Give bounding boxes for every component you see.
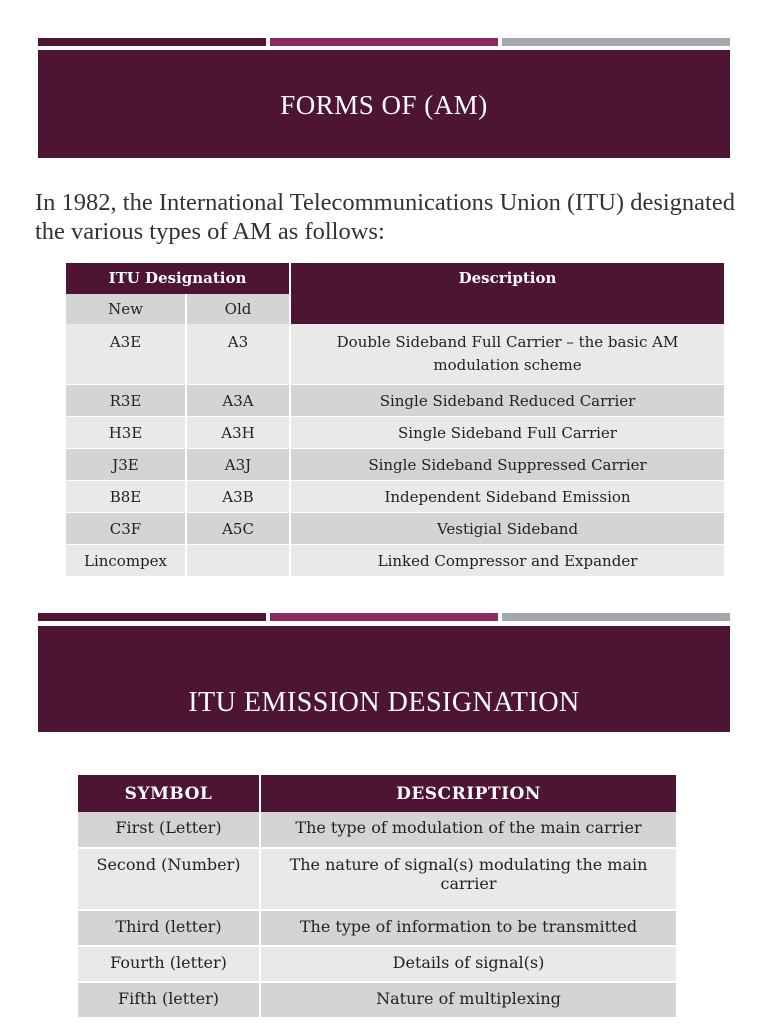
cell-description: The type of information to be transmitted: [260, 910, 676, 946]
table-row: [78, 848, 676, 910]
cell-description: Double Sideband Full Carrier – the basic AM modulation scheme: [290, 324, 724, 385]
intro-text: In 1982, the International Telecommunications Union (ITU) designated the various types of AM as follows:: [35, 189, 735, 245]
cell-new: Lincompex: [66, 545, 186, 577]
accent-strip-1: [38, 38, 266, 46]
am-forms-table: [66, 263, 724, 577]
header-new: New: [66, 294, 186, 324]
cell-old: A3J: [186, 449, 290, 481]
cell-new: J3E: [66, 449, 186, 481]
accent-strip-3: [502, 613, 730, 621]
cell-description: Details of signal(s): [260, 946, 676, 982]
table-row: [66, 385, 724, 417]
accent-strip-3: [502, 38, 730, 46]
cell-new: A3E: [66, 324, 186, 385]
header-symbol: SYMBOL: [78, 775, 260, 812]
cell-old: A3B: [186, 481, 290, 513]
cell-old: A3: [186, 324, 290, 385]
slide-title: ITU EMISSION DESIGNATION: [188, 687, 580, 718]
header-description: Description: [290, 263, 724, 324]
header-description: DESCRIPTION: [260, 775, 676, 812]
slide-title-banner: [38, 626, 730, 732]
cell-description: The nature of signal(s) modulating the main carrier: [260, 848, 676, 910]
cell-description: The type of modulation of the main carrier: [260, 812, 676, 848]
table-row: [66, 417, 724, 449]
cell-description: Independent Sideband Emission: [290, 481, 724, 513]
cell-new: H3E: [66, 417, 186, 449]
cell-description: Vestigial Sideband: [290, 513, 724, 545]
accent-strip-2: [270, 613, 498, 621]
cell-old: A5C: [186, 513, 290, 545]
cell-symbol: Fifth (letter): [78, 982, 260, 1018]
cell-symbol: Second (Number): [78, 848, 260, 910]
cell-symbol: Third (letter): [78, 910, 260, 946]
cell-new: C3F: [66, 513, 186, 545]
cell-old: A3H: [186, 417, 290, 449]
header-old: Old: [186, 294, 290, 324]
table-row: [66, 324, 724, 385]
table-row: [66, 545, 724, 577]
accent-strip-2: [270, 38, 498, 46]
header-itu-designation: ITU Designation: [66, 263, 290, 294]
cell-old: A3A: [186, 385, 290, 417]
cell-new: R3E: [66, 385, 186, 417]
cell-description: Single Sideband Suppressed Carrier: [290, 449, 724, 481]
table-row: [78, 946, 676, 982]
slide-title: FORMS OF (AM): [280, 89, 488, 120]
cell-description: Linked Compressor and Expander: [290, 545, 724, 577]
cell-old: [186, 545, 290, 577]
cell-description: Nature of multiplexing: [260, 982, 676, 1018]
cell-description: Single Sideband Full Carrier: [290, 417, 724, 449]
table-row: [78, 812, 676, 848]
table-row: [66, 481, 724, 513]
emission-designation-table: [78, 775, 676, 1019]
cell-description: Single Sideband Reduced Carrier: [290, 385, 724, 417]
table-row: [66, 513, 724, 545]
table-row: [78, 982, 676, 1018]
cell-symbol: Fourth (letter): [78, 946, 260, 982]
table-row: [78, 910, 676, 946]
accent-strip-1: [38, 613, 266, 621]
table-row: [66, 449, 724, 481]
slide-title-banner: [38, 50, 730, 158]
cell-new: B8E: [66, 481, 186, 513]
cell-symbol: First (Letter): [78, 812, 260, 848]
